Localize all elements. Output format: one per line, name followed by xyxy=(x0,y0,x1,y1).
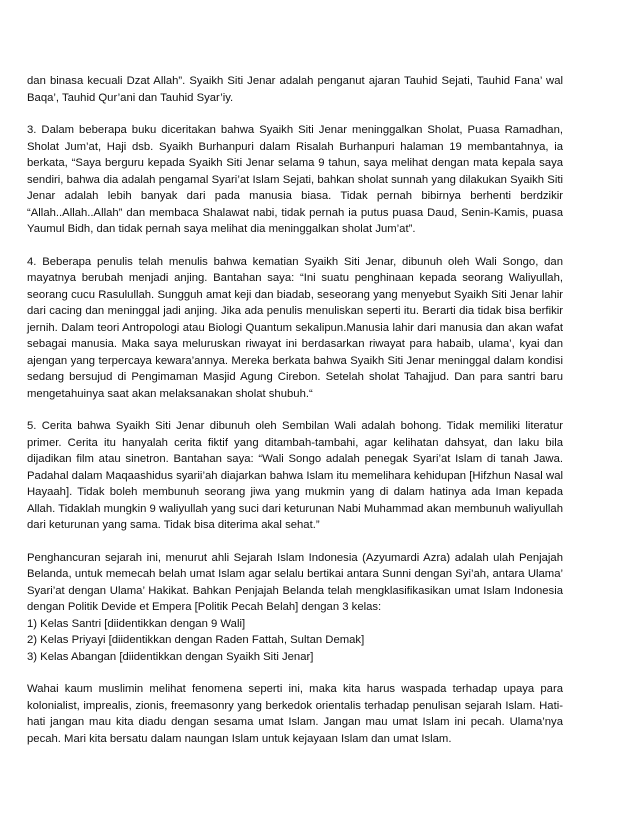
paragraph-closing: Wahai kaum muslimin melihat fenomena seperti ini, maka kita harus waspada terhadap upaya para kolonialist, imprealis, zionis, freemasonry yang berkedok orientalis terhadap penulisan sejarah Islam. Hati-hati jangan mau kita diadu dengan sesama umat Islam. Jangan mau umat Islam ini pecah. Ulama’nya pecah. Mari kita bersatu dalam naungan Islam untuk kejayaan Islam dan umat Islam. xyxy=(27,683,563,745)
paragraph-tauhid: dan binasa kecuali Dzat Allah”. Syaikh Siti Jenar adalah penganut ajaran Tauhid Sejati, Tauhid Fana’ wal Baqa’, Tauhid Qur’ani dan Tauhid Syar’iy. xyxy=(27,75,563,104)
paragraph-point-5: 5. Cerita bahwa Syaikh Siti Jenar dibunuh oleh Sembilan Wali adalah bohong. Tidak memiliki literatur primer. Cerita itu hanyalah cerita fiktif yang ditambah-tambahi, agar kelihatan dahsyat, dan laku bila dijadikan film atau sinetron. Bantahan saya: “Wali Songo adalah penegak Syari’at Islam di tanah Jawa. Padahal dalam Maqaashidus syarii’ah diajarkan bahwa Islam itu memelihara kehidupan [Hifzhun Nasal wal Hayaah]. Tidak boleh membunuh seorang jiwa yang mukmin yang di dalam hatinya ada Iman kepada Allah. Tidaklah mungkin 9 waliyullah yang suci dari keturunan Nabi Muhammad akan membunuh waliyullah dari keturunan yang sama. Tidak bisa diterima akal sehat.” xyxy=(27,420,563,531)
paragraph-point-3: 3. Dalam beberapa buku diceritakan bahwa Syaikh Siti Jenar meninggalkan Sholat, Puasa Ramadhan, Sholat Jum’at, Haji dsb. Syaikh Burhanpuri dalam Risalah Burhanpuri halaman 19 membantahnya, ia berkata, “Saya berguru kepada Syaikh Siti Jenar selama 9 tahun, saya melihat dengan mata kepala saya sendiri, bahwa dia adalah pengamal Syari’at Islam Sejati, bahkan sholat sunnah yang dilakukan Syaikh Siti Jenar adalah lebih banyak dari pada manusia biasa. Tidak pernah bibirnya berhenti berdzikir “Allah..Allah..Allah” dan membaca Shalawat nabi, tidak pernah ia putus puasa Daud, Senin-Kamis, puasa Yaumul Bidh, dan tidak pernah saya melihat dia meninggalkan sholat Jum’at”. xyxy=(27,124,563,235)
list-item-priyayi: 2) Kelas Priyayi [diidentikkan dengan Raden Fattah, Sultan Demak] xyxy=(27,634,365,646)
paragraph-penghancuran: Penghancuran sejarah ini, menurut ahli Sejarah Islam Indonesia (Azyumardi Azra) adalah ulah Penjajah Belanda, untuk memecah belah umat Islam agar selalu bertikai antara Sunni dengan Syi’ah, antara Ulama’ Syari’at dengan Ulama’ Hakikat. Bahkan Penjajah Belanda telah mengklasifikasikan umat Islam Indonesia dengan Politik Devide et Empera [Politik Pecah Belah] dengan 3 kelas: xyxy=(27,551,563,613)
list-item-santri: 1) Kelas Santri [diidentikkan dengan 9 Wali] xyxy=(27,617,246,630)
document-page xyxy=(27,73,563,763)
paragraph-point-4: 4. Beberapa penulis telah menulis bahwa kematian Syaikh Siti Jenar, dibunuh oleh Wali Songo, dan mayatnya berubah menjadi anjing. Bantahan saya: “Ini suatu penghinaan kepada seorang Waliyullah, seorang cucu Rasulullah. Sungguh amat keji dan biadab, seseorang yang menyebut Syaikh Siti Jenar lahir dari cacing dan meninggal jadi anjing. Jika ada penulis menuliskan seperti itu. Berarti dia tidak bisa berfikir jernih. Dalam teori Antropologi atau Biologi Quantum sekalipun.Manusia lahir dari manusia dan akan wafat sebagai manusia. Maka saya meluruskan riwayat ini berdasarkan riwayat para habaib, ulama’, kyai dan ajengan yang terpercaya kewara’annya. Mereka berkata bahwa Syaikh Siti Jenar meninggal dalam kondisi sedang bersujud di Pengimaman Masjid Agung Cirebon. Setelah sholat Tahajjud. Dan para santri baru mengetahuinya saat akan melaksanakan sholat shubuh.“ xyxy=(27,255,563,400)
paragraph-penghancuran-block xyxy=(27,550,563,666)
list-item-abangan: 3) Kelas Abangan [diidentikkan dengan Syaikh Siti Jenar] xyxy=(27,650,314,663)
